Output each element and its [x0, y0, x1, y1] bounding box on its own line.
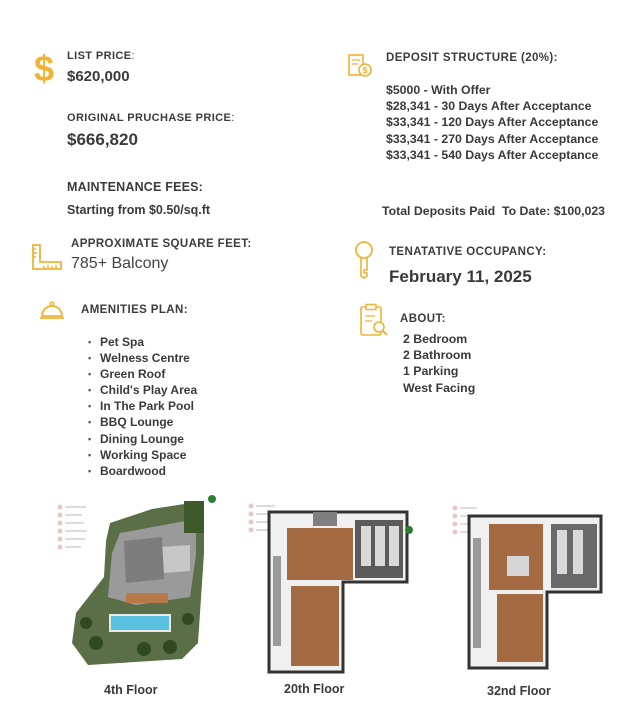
about-list — [403, 331, 475, 396]
occupancy-label: TENATATIVE OCCUPANCY: — [389, 246, 547, 258]
ruler-icon — [31, 243, 63, 271]
original-price-label: ORIGINAL PRUCHASE PRICE: — [67, 112, 235, 124]
square-feet-label: APPROXIMATE SQUARE FEET: — [71, 238, 252, 250]
money-document-icon — [346, 52, 374, 80]
about-label: ABOUT: — [400, 313, 446, 325]
clipboard-icon — [358, 303, 390, 339]
list-item: • Working Space — [88, 447, 197, 463]
amenities-list — [88, 334, 197, 479]
floor-plan-20th — [243, 496, 415, 674]
deposit-label: DEPOSIT STRUCTURE (20%): — [386, 52, 558, 64]
amenities-label: AMENITIES PLAN: — [81, 304, 188, 316]
floor-plan-caption: 4th Floor — [104, 683, 158, 697]
list-item: • Dining Lounge — [88, 431, 197, 447]
list-price-label: LIST PRICE: — [67, 50, 135, 62]
svg-text:$: $ — [362, 65, 368, 76]
maintenance-value: Starting from $0.50/sq.ft — [67, 203, 211, 217]
dollar-icon — [30, 48, 58, 88]
list-item: 1 Parking — [403, 364, 459, 379]
list-item: $5000 - With Offer — [386, 83, 491, 97]
list-item: $33,341 - 270 Days After Acceptance — [386, 131, 599, 146]
list-item: West Facing — [403, 380, 476, 395]
floor-plan-caption: 20th Floor — [284, 682, 345, 696]
square-feet-value: 785+ Balcony — [71, 255, 169, 272]
service-bell-icon — [38, 297, 66, 321]
list-item: $28,341 - 30 Days After Acceptance — [386, 99, 592, 114]
list-item: $33,341 - 120 Days After Acceptance — [386, 115, 599, 130]
list-item: • Welness Centre — [88, 350, 197, 366]
deposit-list — [386, 82, 598, 163]
list-item: • BBQ Lounge — [88, 414, 197, 430]
list-price-value: $620,000 — [67, 68, 130, 85]
svg-text:$: $ — [33, 48, 55, 88]
list-item: 2 Bedroom — [403, 332, 468, 346]
list-item: • Green Roof — [88, 366, 197, 382]
occupancy-value: February 11, 2025 — [389, 267, 532, 286]
original-price-value: $666,820 — [67, 130, 138, 149]
list-item: • Pet Spa — [88, 334, 197, 350]
list-item: • In The Park Pool — [88, 398, 197, 414]
floor-plan-32nd — [447, 498, 607, 672]
list-item: • Child's Play Area — [88, 382, 197, 398]
list-item: 2 Bathroom — [403, 348, 472, 363]
maintenance-label: MAINTENANCE FEES: — [67, 180, 204, 194]
list-item: • Boardwood — [88, 463, 197, 479]
deposit-total: Total Deposits Paid To Date: $100,023 — [382, 204, 606, 218]
key-icon — [352, 240, 376, 280]
floor-plan-4th — [52, 493, 222, 675]
floor-plan-caption: 32nd Floor — [487, 684, 551, 698]
list-item: $33,341 - 540 Days After Acceptance — [386, 147, 599, 162]
